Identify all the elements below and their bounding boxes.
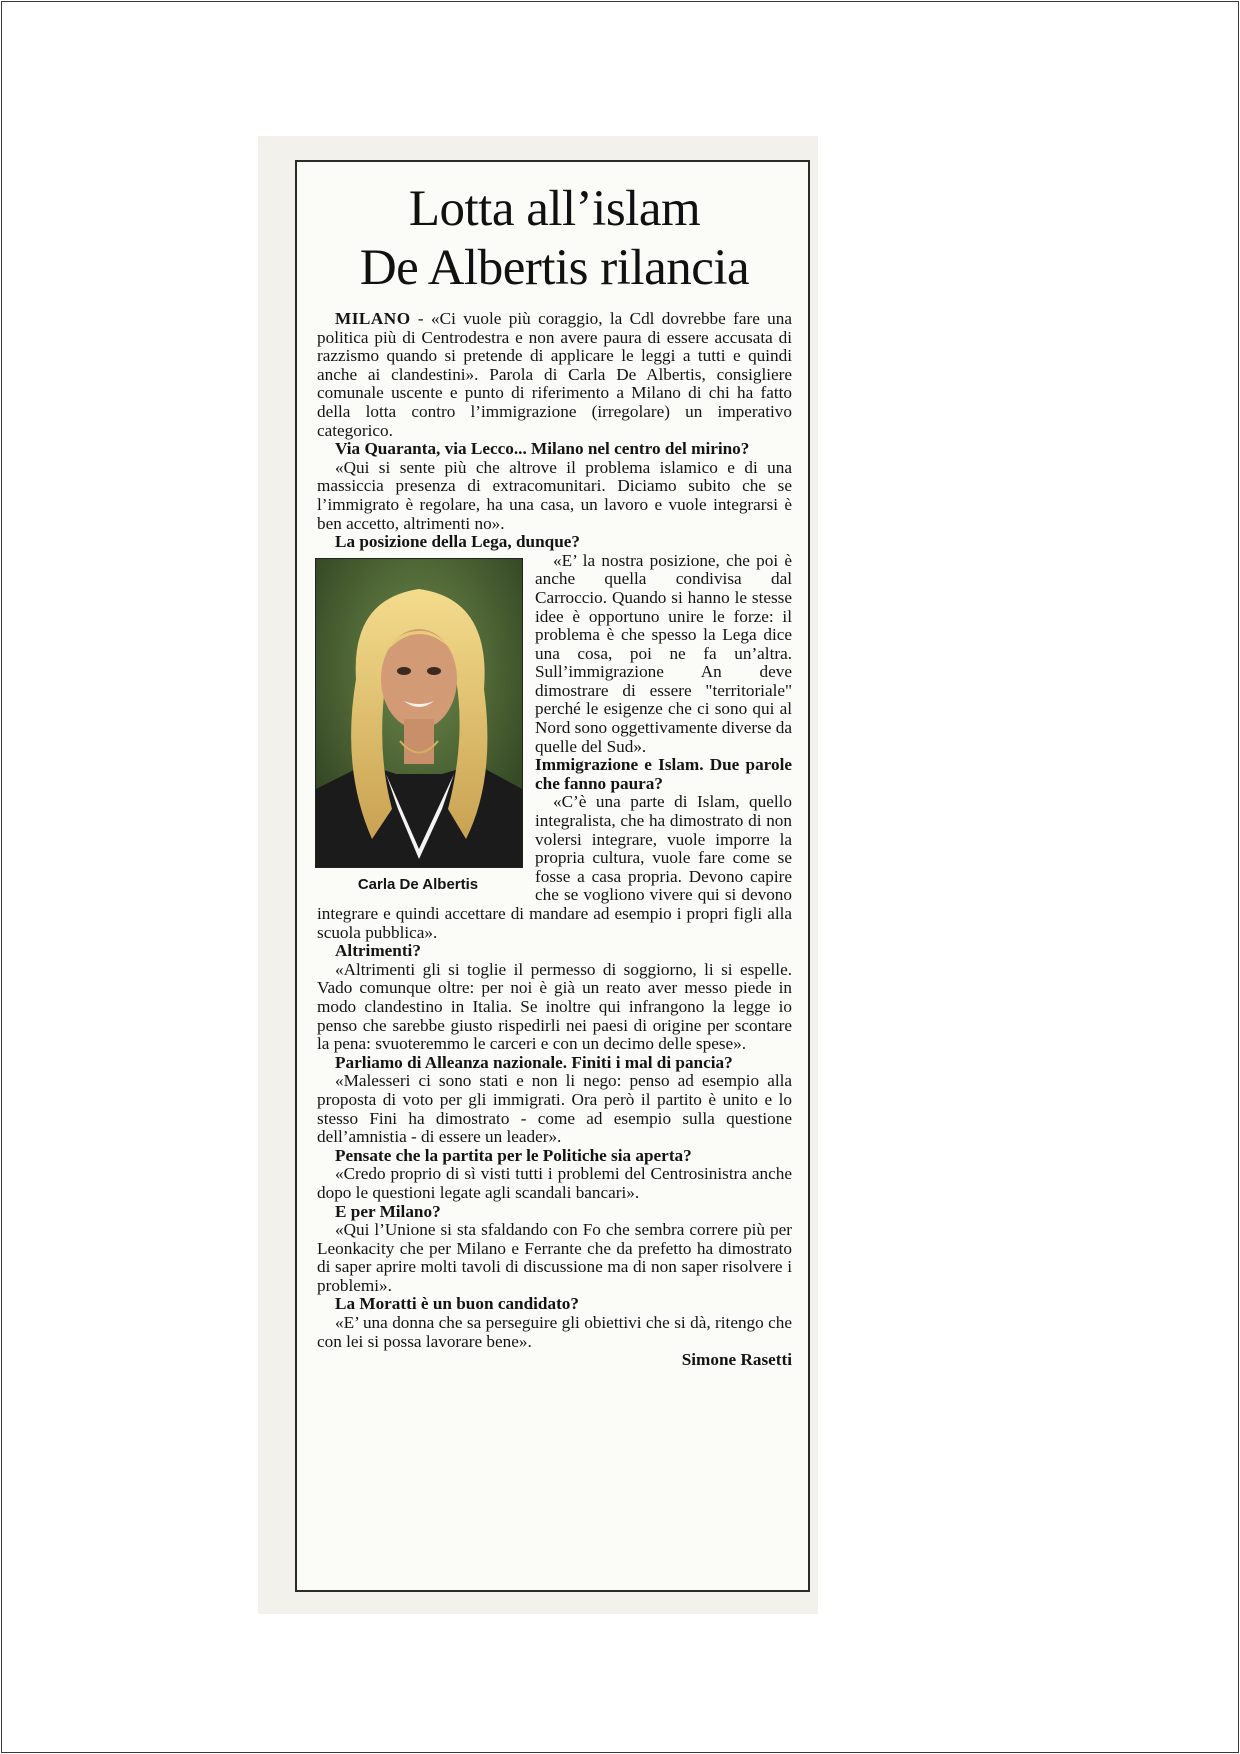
answer-7: «Qui l’Unione si sta sfaldando con Fo che sembra correre più per Leonkacity che per Milano e Ferrante che da prefetto ha dimostrato di saper aprire molti tavoli di discussione ma di non saper risolvere i problemi». — [317, 1220, 792, 1295]
answer-3: «C’è una parte di Islam, quello integralista, che ha dimostrato di non volersi integrare, vuole imporre la propria cultura, vuole fare come se fosse a casa propria. Devono capire che se vogliono vivere qui si devono integrare e quindi accettare di mandare ad esempio i propri figli alla scuola pubblica». — [317, 792, 792, 942]
question-2: La posizione della Lega, dunque? — [335, 532, 580, 552]
answer-2: «E’ la nostra posizione, che poi è anche quella condivisa dal Carroccio. Quando si hanno le stesse idee è opportuno unire le forze: il problema è che spesso la Lega dice una cosa, poi ne fa un’altra. Sull’immigrazione An deve dimostrare di essere "territoriale" perché le esigenze che ci sono qui al Nord sono oggettivamente diverse da quelle del Sud». — [535, 550, 792, 756]
headline-line-2: De Albertis rilancia — [359, 240, 750, 296]
author-signature: Simone Rasetti — [681, 1350, 792, 1370]
portrait-photo — [315, 558, 523, 868]
photo-block — [315, 558, 521, 895]
answer-1: «Qui si sente più che altrove il problema islamico e di una massiccia presenza di extracomunitari. Diciamo subito che se l’immigrato è regolare, ha una casa, un lavoro e vuole integrarsi è ben accetto, altrimenti no». — [317, 457, 792, 533]
answer-6: «Credo proprio di sì visti tutti i problemi del Centrosinistra anche dopo le questioni legate agli scandali bancari». — [317, 1164, 792, 1202]
question-3: Immigrazione e Islam. Due parole che fanno paura? — [535, 755, 792, 793]
answer-5: «Malesseri ci sono stati e non li nego: penso ad esempio alla proposta di voto per gli immigrati. Ora però il partito è unito e lo stesso Fini ha dimostrato - come ad esempio sulla questione dell’amnistia - di essere un leader». — [317, 1071, 792, 1147]
question-6: Pensate che la partita per le Politiche sia aperta? — [335, 1145, 692, 1165]
dateline: MILANO — [335, 309, 411, 328]
lead-text: - «Ci vuole più coraggio, la Cdl dovrebbe fare una politica più di Centrodestra e non avere paura di essere accusata di razzismo quando si pretende di applicare le leggi a tutti e quindi anche ai clandestini». Parola di Carla De Albertis, consigliere comunale uscente e punto di riferimento a Milano di chi ha fatto della lotta contro l’immigrazione (irregolare) un imperativo categorico. — [317, 309, 792, 440]
question-5: Parliamo di Alleanza nazionale. Finiti i mal di pancia? — [335, 1052, 733, 1072]
newspaper-clipping — [295, 160, 810, 1592]
headline-line-1: Lotta all’islam — [408, 181, 701, 237]
headline — [317, 180, 792, 298]
answer-4: «Altrimenti gli si toglie il permesso di soggiorno, li si espelle. Vado comunque oltre: per noi è già un reato aver messo piede in modo clandestino in Italia. Se inoltre qui infrangono la legge io penso che sarebbe giusto rispedirli nei paesi di origine per scontare la pena: svuoteremmo le carceri e con un decimo delle spese». — [317, 959, 792, 1054]
answer-8: «E’ una donna che sa perseguire gli obiettivi che si dà, ritengo che con lei si possa lavorare bene». — [317, 1313, 792, 1351]
article-body — [317, 310, 792, 1370]
question-7: E per Milano? — [335, 1201, 441, 1221]
question-8: La Moratti è un buon candidato? — [335, 1294, 579, 1314]
lead-paragraph — [317, 310, 792, 440]
photo-caption: Carla De Albertis — [357, 875, 479, 893]
question-4: Altrimenti? — [335, 941, 421, 961]
question-1: Via Quaranta, via Lecco... Milano nel centro del mirino? — [335, 439, 750, 459]
